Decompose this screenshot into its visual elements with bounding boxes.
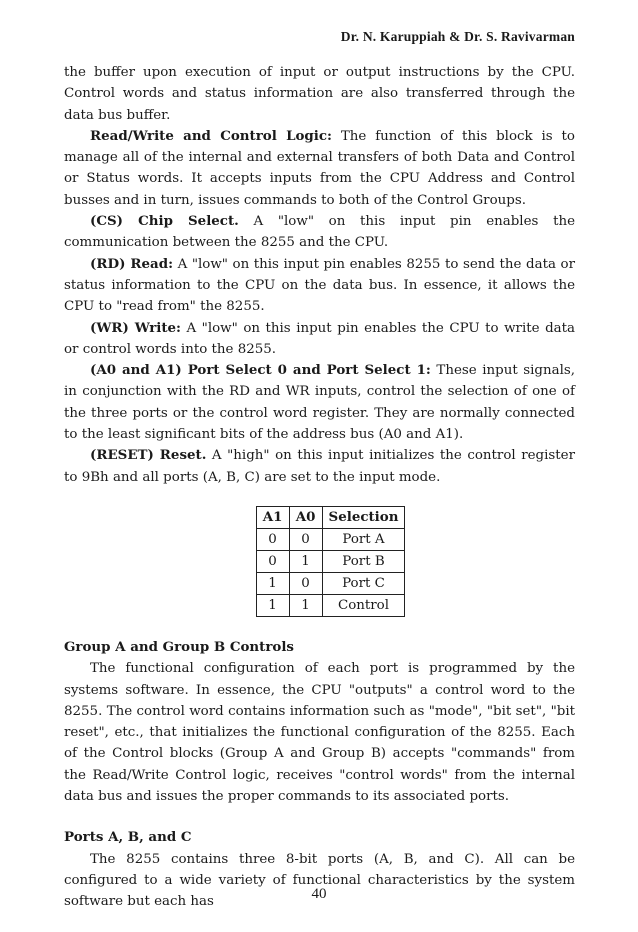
table-cell: 0 — [256, 528, 289, 550]
text-read: A "low" on this input pin enables 8255 to send the data or status information to the CPU on the data bus. In essence, it allows the CPU to "read from" the 8255. — [64, 256, 575, 315]
heading-group-controls: Group A and Group B Controls — [64, 638, 294, 655]
text-chip-select: A "low" on this input pin enables the communication between the 8255 and the CPU. — [64, 214, 575, 251]
table-cell: 1 — [289, 550, 322, 572]
paragraph-reset — [64, 445, 575, 488]
table-cell: Port A — [322, 528, 405, 550]
table-cell: Port B — [322, 550, 405, 572]
table-header-cell: Selection — [322, 506, 405, 528]
port-selection-table — [256, 506, 406, 617]
term-reset: (RESET) Reset. — [90, 447, 207, 464]
table-cell: 0 — [256, 550, 289, 572]
paragraph-continuation: the buffer upon execution of input or output instructions by the CPU. Control words and status information are also transferred through the data bus buffer. — [64, 65, 575, 123]
paragraph-read — [64, 254, 575, 318]
table-header-row — [256, 506, 405, 528]
paragraph-write — [64, 318, 575, 361]
paragraph-group-controls: The functional configuration of each port is programmed by the systems software. In essence, the CPU "outputs" a control word to the 8255. The control word contains information such as "mode", "bit set", "bit reset", etc., that initializes the functional configuration of the 8255. Each of the Control blocks (Group A and Group B) accepts "commands" from the Read/Write Control logic, receives "control words" from the internal data bus and issues the proper commands to its associated ports. — [64, 661, 575, 805]
table-cell: 0 — [289, 528, 322, 550]
table-cell: Port C — [322, 572, 405, 594]
table-row — [256, 594, 405, 616]
term-read: (RD) Read: — [90, 255, 174, 272]
paragraph-chip-select — [64, 211, 575, 254]
paragraph-rw-control-logic — [64, 126, 575, 211]
paragraph-port-select — [64, 360, 575, 445]
heading-ports: Ports A, B, and C — [64, 829, 192, 846]
table-cell: 1 — [256, 572, 289, 594]
table-cell: 1 — [256, 594, 289, 616]
table-header-cell: A1 — [256, 506, 289, 528]
term-write: (WR) Write: — [90, 319, 181, 336]
page-number: 40 — [311, 886, 327, 902]
table-cell: Control — [322, 594, 405, 616]
table-cell: 0 — [289, 572, 322, 594]
table-cell: 1 — [289, 594, 322, 616]
term-rw-control-logic: Read/Write and Control Logic: — [90, 127, 332, 144]
page-body — [64, 62, 575, 913]
text-reset: A "high" on this input initializes the control register to 9Bh and all ports (A, B, C) are set to the input mode. — [64, 448, 575, 485]
text-port-select: These input signals, in conjunction with the RD and WR inputs, control the selection of one of the three ports or the control word register. They are normally connected to the least significant bits of the address bus (A0 and A1). — [64, 363, 575, 443]
table-row — [256, 550, 405, 572]
text-rw-control-logic: The function of this block is to manage all of the internal and external transfers of both Data and Control or Status words. It accepts inputs from the CPU Address and Control busses and in turn, issues commands to both of the Control Groups. — [64, 128, 575, 208]
running-header: Dr. N. Karuppiah & Dr. S. Ravivarman — [340, 29, 575, 44]
table-header-cell: A0 — [289, 506, 322, 528]
text-write: A "low" on this input pin enables the CPU to write data or control words into the 8255. — [64, 320, 575, 357]
table-row — [256, 528, 405, 550]
term-chip-select: (CS) Chip Select. — [90, 213, 239, 230]
term-port-select: (A0 and A1) Port Select 0 and Port Select 1: — [90, 362, 431, 379]
paragraph-ports: The 8255 contains three 8-bit ports (A, B, and C). All can be configured to a wide variety of functional characteristics by the system software but each has — [64, 851, 575, 910]
table-row — [256, 572, 405, 594]
